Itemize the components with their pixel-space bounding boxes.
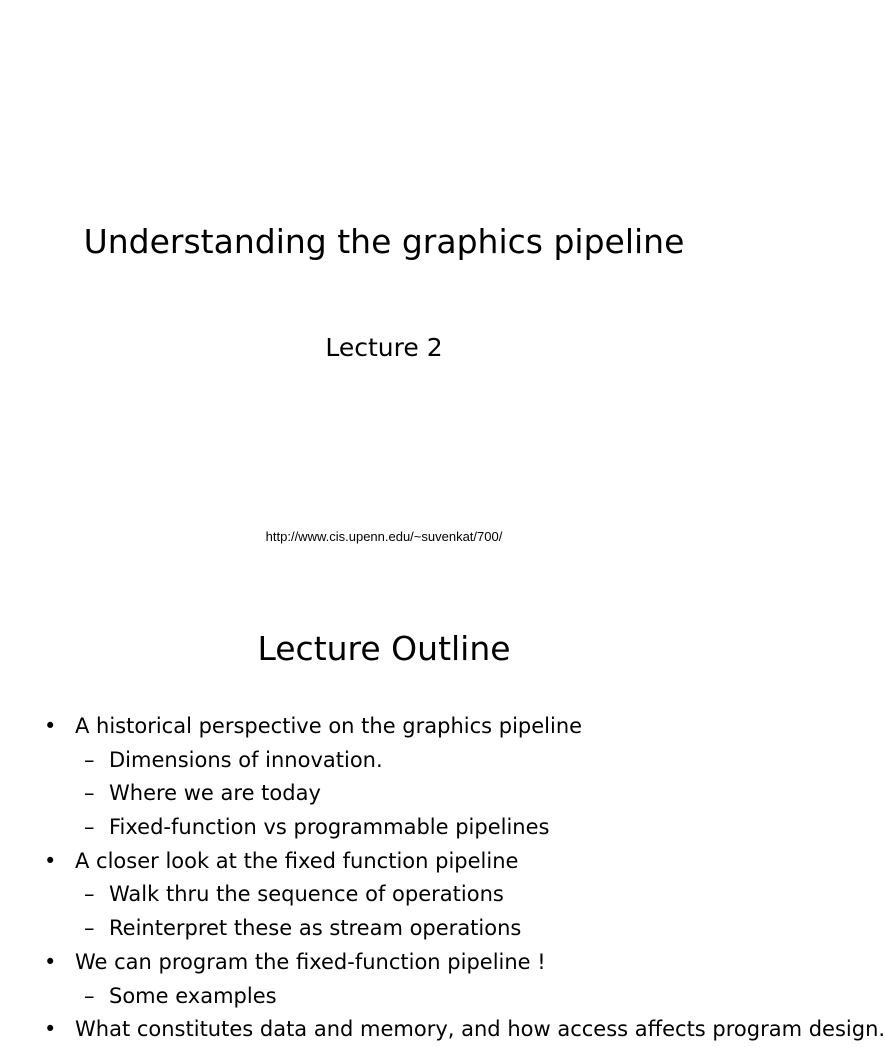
dash-marker: – [84,747,95,772]
outline-subitem-text: Walk thru the sequence of operations [109,882,504,907]
bullet-marker: • [44,949,57,974]
outline-subitem-text: Fixed-function vs programmable pipelines [109,815,550,840]
outline-list [0,710,885,1047]
outline-subitem [0,980,768,1014]
outline-bullet [0,1013,885,1047]
slide-subtitle: Lecture 2 [325,333,443,362]
bullet-marker: • [44,1017,57,1042]
course-url: http://www.cis.upenn.edu/~suvenkat/700/ [265,529,503,544]
outline-bullet [0,946,768,980]
outline-bullet-text: A historical perspective on the graphics pipeline [75,714,583,738]
outline-bullet-text: A closer look at the fixed function pipeline [75,848,519,873]
dash-marker: – [84,781,95,806]
outline-title: Lecture Outline [257,629,511,668]
outline-subitem-text: Where we are today [109,781,321,806]
outline-bullet [0,845,768,879]
outline-subitem-text: Dimensions of innovation. [109,747,383,772]
dash-marker: – [84,983,95,1008]
outline-subitem [0,744,768,778]
outline-bullet-text: What constitutes data and memory, and how access affects program design. [75,1017,885,1042]
title-slide [0,0,768,576]
bullet-marker: • [44,714,57,738]
bullet-marker: • [44,848,57,873]
outline-subitem [0,777,768,811]
outline-bullet [0,710,768,744]
outline-subitem [0,878,768,912]
outline-subitem-text: Some examples [109,983,277,1008]
outline-subitem [0,912,768,946]
outline-slide [0,576,885,1042]
outline-subitem-text: Reinterpret these as stream operations [109,916,522,941]
slide-title: Understanding the graphics pipeline [83,222,685,261]
dash-marker: – [84,882,95,907]
dash-marker: – [84,916,95,941]
dash-marker: – [84,815,95,840]
outline-bullet-text: We can program the fixed-function pipeline ! [75,949,546,974]
outline-subitem [0,811,768,845]
